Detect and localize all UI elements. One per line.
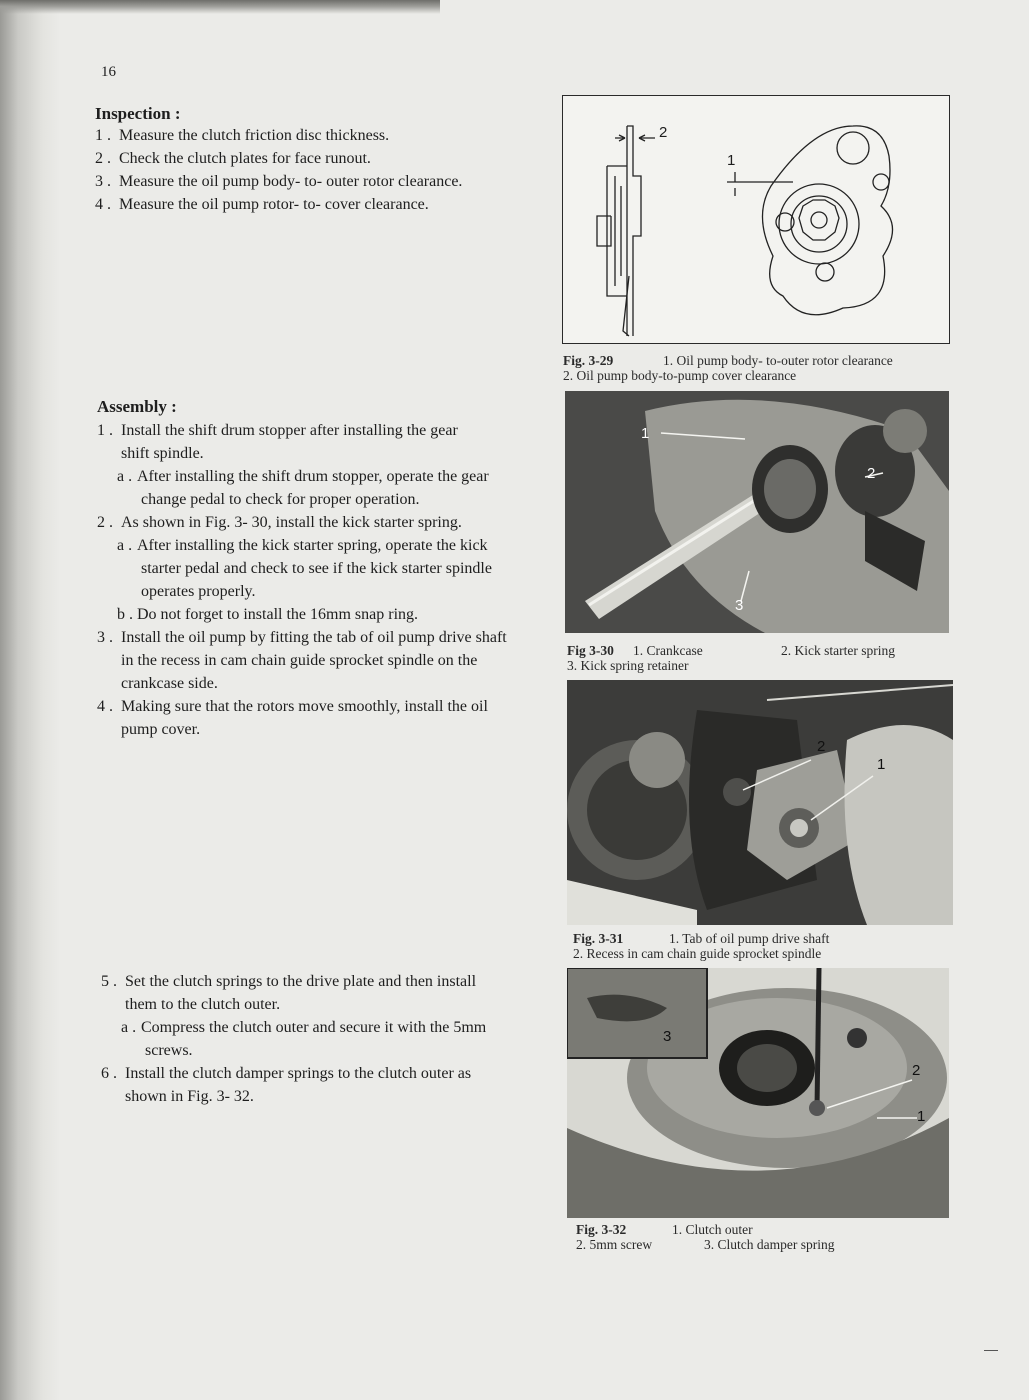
kick-starter-photo-illustration (565, 391, 949, 633)
callout-2: 2 (912, 1062, 921, 1079)
figure-3-31-caption: Fig. 3-31 1. Tab of oil pump drive shaft 2. Recess in cam chain guide sprocket spindle (573, 931, 830, 961)
assembly-step-3-cont: in the recess in cam chain guide sprocket spindle on the (121, 652, 478, 669)
callout-3: 3 (735, 597, 744, 614)
assembly-step-4: 4 . Making sure that the rotors move smoothly, install the oil (97, 698, 488, 715)
assembly-step-2b: b . Do not forget to install the 16mm snap ring. (117, 606, 419, 623)
assembly-step-5-cont: them to the clutch outer. (125, 996, 281, 1013)
figure-3-29-diagram (562, 95, 950, 344)
assembly-step-2a-cont: operates properly. (141, 583, 256, 600)
assembly-step-1a: a . After installing the shift drum stopper, operate the gear (117, 468, 489, 485)
scan-margin-mark (984, 1350, 998, 1351)
oil-pump-install-photo-illustration (567, 680, 953, 925)
callout-1: 1 (727, 152, 736, 169)
oil-pump-diagram (563, 96, 949, 343)
callout-2: 2 (659, 124, 668, 141)
callout-1: 1 (641, 425, 650, 442)
assembly-step-1: 1 . Install the shift drum stopper after installing the gear (97, 422, 458, 439)
assembly-step-1-cont: shift spindle. (121, 445, 204, 462)
assembly-section-continued (101, 970, 551, 1108)
assembly-step-6: 6 . Install the clutch damper springs to the clutch outer as (101, 1065, 472, 1082)
inspection-item: 1 . Measure the clutch friction disc thickness. (95, 127, 390, 144)
figure-3-29-caption: Fig. 3-29 1. Oil pump body- to-outer rotor clearance 2. Oil pump body-to-pump cover clearance (563, 353, 893, 383)
inspection-item: 2 . Check the clutch plates for face runout. (95, 150, 371, 167)
figure-3-31-photo (567, 680, 953, 925)
inspection-item: 3 . Measure the oil pump body- to- outer rotor clearance. (95, 173, 463, 190)
callout-1: 1 (917, 1108, 926, 1125)
clutch-outer-photo-illustration (567, 968, 949, 1218)
assembly-step-3-cont: crankcase side. (121, 675, 218, 692)
assembly-step-2a: a . After installing the kick starter spring, operate the kick (117, 537, 488, 554)
figure-3-30-photo (565, 391, 949, 633)
assembly-section (97, 397, 547, 741)
figure-3-30-caption: Fig 3-30 1. Crankcase 2. Kick starter spring 3. Kick spring retainer (567, 643, 895, 673)
inspection-heading: Inspection : (95, 104, 181, 123)
figure-3-32-caption: Fig. 3-32 1. Clutch outer 2. 5mm screw 3. Clutch damper spring (576, 1222, 835, 1252)
assembly-step-6-cont: shown in Fig. 3- 32. (125, 1088, 254, 1105)
callout-1: 1 (877, 756, 886, 773)
callout-3: 3 (663, 1028, 672, 1045)
page-number: 16 (101, 64, 116, 80)
assembly-step-4-cont: pump cover. (121, 721, 201, 738)
figure-3-32-photo (567, 968, 949, 1218)
inspection-section (95, 104, 535, 216)
assembly-step-2: 2 . As shown in Fig. 3- 30, install the kick starter spring. (97, 514, 462, 531)
scan-shadow-edge (0, 0, 60, 1400)
callout-2: 2 (867, 465, 876, 482)
assembly-step-5: 5 . Set the clutch springs to the drive plate and then install (101, 973, 477, 990)
assembly-step-3: 3 . Install the oil pump by fitting the tab of oil pump drive shaft (97, 629, 507, 646)
scan-shadow-top (0, 0, 440, 14)
assembly-step-5a-cont: screws. (145, 1042, 193, 1059)
assembly-step-5a: a . Compress the clutch outer and secure it with the 5mm (121, 1019, 487, 1036)
assembly-step-1a-cont: change pedal to check for proper operation. (141, 491, 420, 508)
inspection-item: 4 . Measure the oil pump rotor- to- cover clearance. (95, 196, 429, 213)
callout-2: 2 (817, 738, 826, 755)
assembly-step-2a-cont: starter pedal and check to see if the kick starter spindle (141, 560, 492, 577)
assembly-heading: Assembly : (97, 397, 177, 416)
